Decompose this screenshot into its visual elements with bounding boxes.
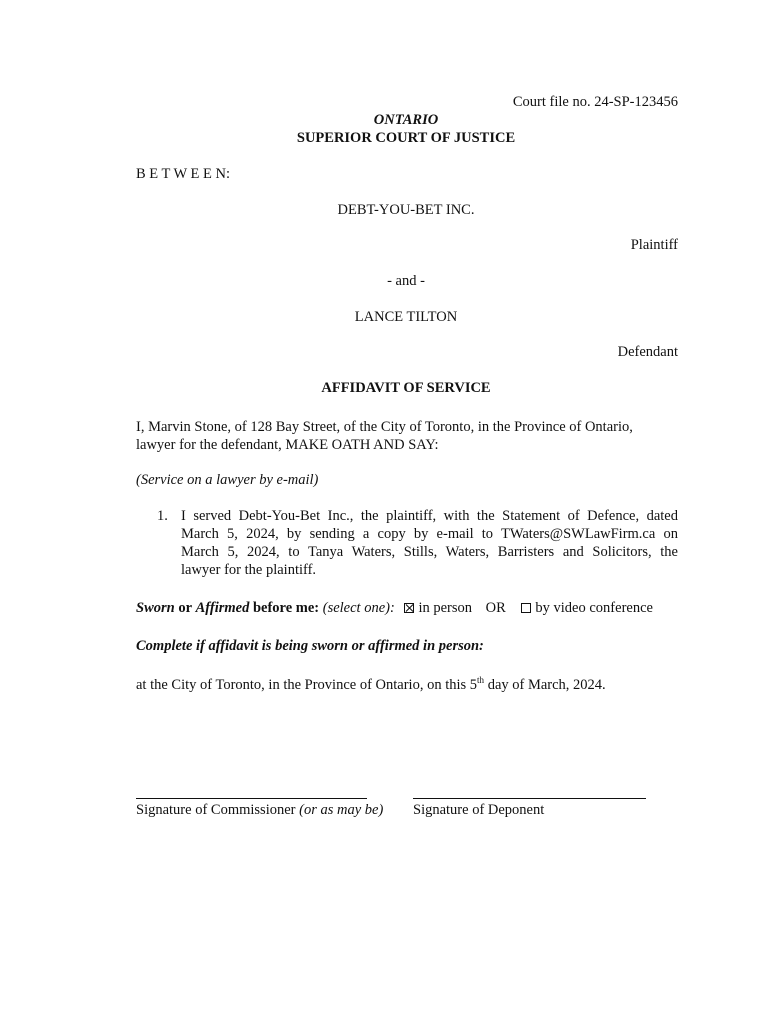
select-one-label: (select one): (322, 600, 395, 616)
paragraph-1-line: March 5, 2024, by sending a copy by e-mail to TWaters@SWLawFirm.ca on (181, 526, 678, 542)
in-person-label: in person (418, 600, 472, 616)
commissioner-note: (or as may be) (299, 802, 384, 818)
before-me-label: before me: (252, 600, 320, 616)
ordinal-suffix: th (477, 675, 485, 685)
court-file-number: Court file no. 24-SP-123456 (512, 94, 678, 110)
paragraph-1 (181, 507, 678, 579)
plaintiff-name: DEBT-YOU-BET INC. (337, 202, 475, 218)
intro-line-2: lawyer for the defendant, MAKE OATH AND SAY: (136, 437, 439, 453)
complete-if-heading: Complete if affidavit is being sworn or affirmed in person: (136, 638, 484, 654)
intro-line-1: I, Marvin Stone, of 128 Bay Street, of the City of Toronto, in the Province of Ontario, (136, 419, 633, 435)
paragraph-1-line: March 5, 2024, to Tanya Waters, Stills, Waters, Barristers and Solicitors, the (181, 544, 678, 560)
commissioner-label: Signature of Commissioner (136, 802, 296, 818)
affirmed-word: Affirmed (195, 600, 250, 616)
sworn-word: Sworn (136, 600, 175, 616)
document-title: AFFIDAVIT OF SERVICE (321, 380, 491, 396)
commissioner-signature-label (136, 801, 383, 819)
province-heading: ONTARIO (373, 112, 439, 128)
sworn-line (136, 599, 653, 617)
or-word: or (178, 600, 193, 616)
video-conference-checkbox[interactable] (521, 603, 531, 613)
location-text: at the City of Toronto, in the Province of Ontario, on this 5 (136, 677, 478, 693)
plaintiff-role: Plaintiff (630, 237, 678, 253)
defendant-name: LANCE TILTON (354, 309, 458, 325)
paragraph-1-line: I served Debt-You-Bet Inc., the plaintiff, with the Statement of Defence, dated (181, 508, 678, 524)
service-method: (Service on a lawyer by e-mail) (136, 472, 319, 488)
deponent-signature-line[interactable] (413, 798, 646, 799)
in-person-checkbox[interactable] (404, 603, 414, 613)
court-heading: SUPERIOR COURT OF JUSTICE (296, 130, 516, 146)
or-separator: OR (485, 600, 506, 616)
paragraph-1-line: lawyer for the plaintiff. (181, 562, 317, 578)
location-line (136, 676, 606, 694)
deponent-signature-label: Signature of Deponent (413, 802, 545, 818)
commissioner-signature-line[interactable] (136, 798, 367, 799)
location-date: day of March, 2024. (484, 677, 606, 693)
defendant-role: Defendant (617, 344, 678, 360)
video-conference-label: by video conference (535, 600, 653, 616)
between-label: B E T W E E N: (136, 166, 230, 182)
and-separator: - and - (387, 273, 425, 289)
paragraph-number: 1. (157, 508, 168, 524)
